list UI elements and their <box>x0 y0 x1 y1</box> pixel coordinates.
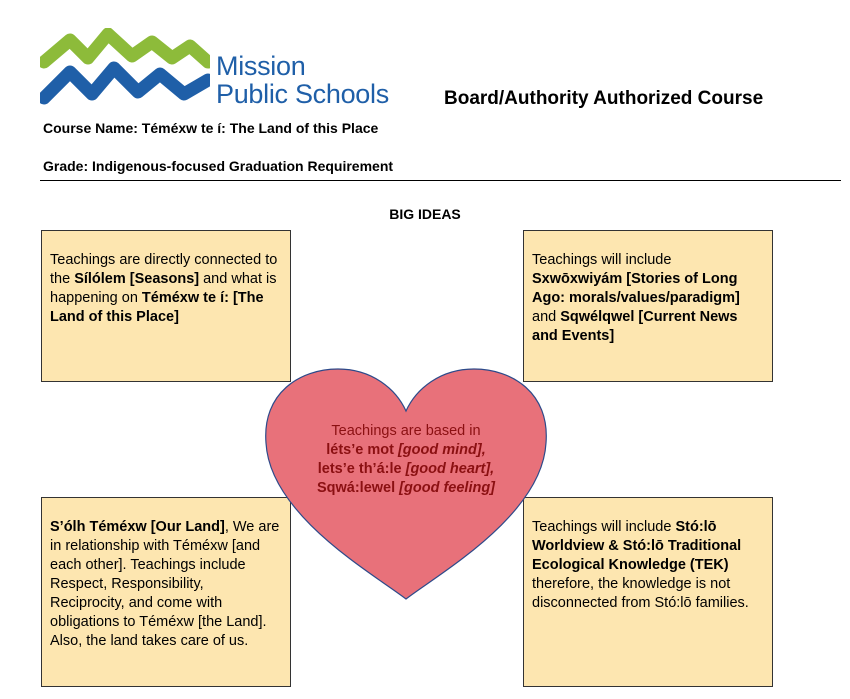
big-idea-stories-text <box>532 251 764 346</box>
header-divider <box>40 180 841 181</box>
org-name-line2: Public Schools <box>216 79 389 109</box>
grade-line: Grade: Indigenous-focused Graduation Requirement <box>43 158 394 174</box>
org-name-line1: Mission <box>216 51 306 81</box>
document-type-title: Board/Authority Authorized Course <box>444 88 764 109</box>
course-name: Course Name: Téméxw te í: The Land of this Place <box>43 120 379 136</box>
heart-teachings-text <box>262 422 550 498</box>
box-text: Teachings are directly connected to the <box>50 252 278 287</box>
heart-term: lets’e th’á:le <box>317 461 406 477</box>
heart-line-4 <box>262 479 550 498</box>
heart-line-1: Teachings are based in <box>331 423 481 439</box>
big-idea-our-land-box <box>41 497 291 687</box>
big-idea-seasons-box <box>41 230 291 382</box>
box-bold-text: S’ólh Téméxw [Our Land] <box>50 519 225 535</box>
box-bold-text: Stó:lō Worldview & Stó:lō Traditional Ecological Knowledge (TEK) <box>532 519 742 573</box>
mission-logo-icon <box>40 28 210 110</box>
heart-translation: [good feeling] <box>399 480 496 496</box>
heart-line-2 <box>262 441 550 460</box>
heart-translation: [good mind], <box>397 442 486 458</box>
box-text: Teachings will include <box>532 252 672 268</box>
box-text: and what is happening on <box>50 271 277 306</box>
box-text: and <box>532 309 561 325</box>
box-text: , We are in relationship with Téméxw [and each other]. Teachings include Respect, Responsibility, Reciprocity, and come with obligations to Téméxw [the Land]. Also, the land takes care of us. <box>50 519 280 649</box>
big-idea-stories-box <box>523 230 773 382</box>
heart-term: léts’e mot <box>326 442 398 458</box>
big-idea-worldview-text <box>532 518 764 613</box>
organization-name <box>216 52 389 108</box>
box-text: therefore, the knowledge is not disconnected from Stó:lō families. <box>532 576 749 611</box>
big-idea-our-land-text <box>50 518 282 651</box>
box-text: Teachings will include <box>532 519 676 535</box>
big-ideas-heading: BIG IDEAS <box>389 206 461 222</box>
heart-line-3 <box>262 460 550 479</box>
box-bold-text: Sxwōxwiyám [Stories of Long Ago: morals/values/paradigm] <box>532 271 740 306</box>
box-bold-text: Sílólem [Seasons] <box>74 271 200 287</box>
heart-term: Sqwá:lewel <box>316 480 400 496</box>
box-bold-text: Téméxw te í: [The Land of this Place] <box>50 290 264 325</box>
heart-translation: [good heart], <box>405 461 495 477</box>
box-bold-text: Sqwélqwel [Current News and Events] <box>532 309 738 344</box>
big-idea-worldview-box <box>523 497 773 687</box>
big-idea-seasons-text <box>50 251 282 327</box>
